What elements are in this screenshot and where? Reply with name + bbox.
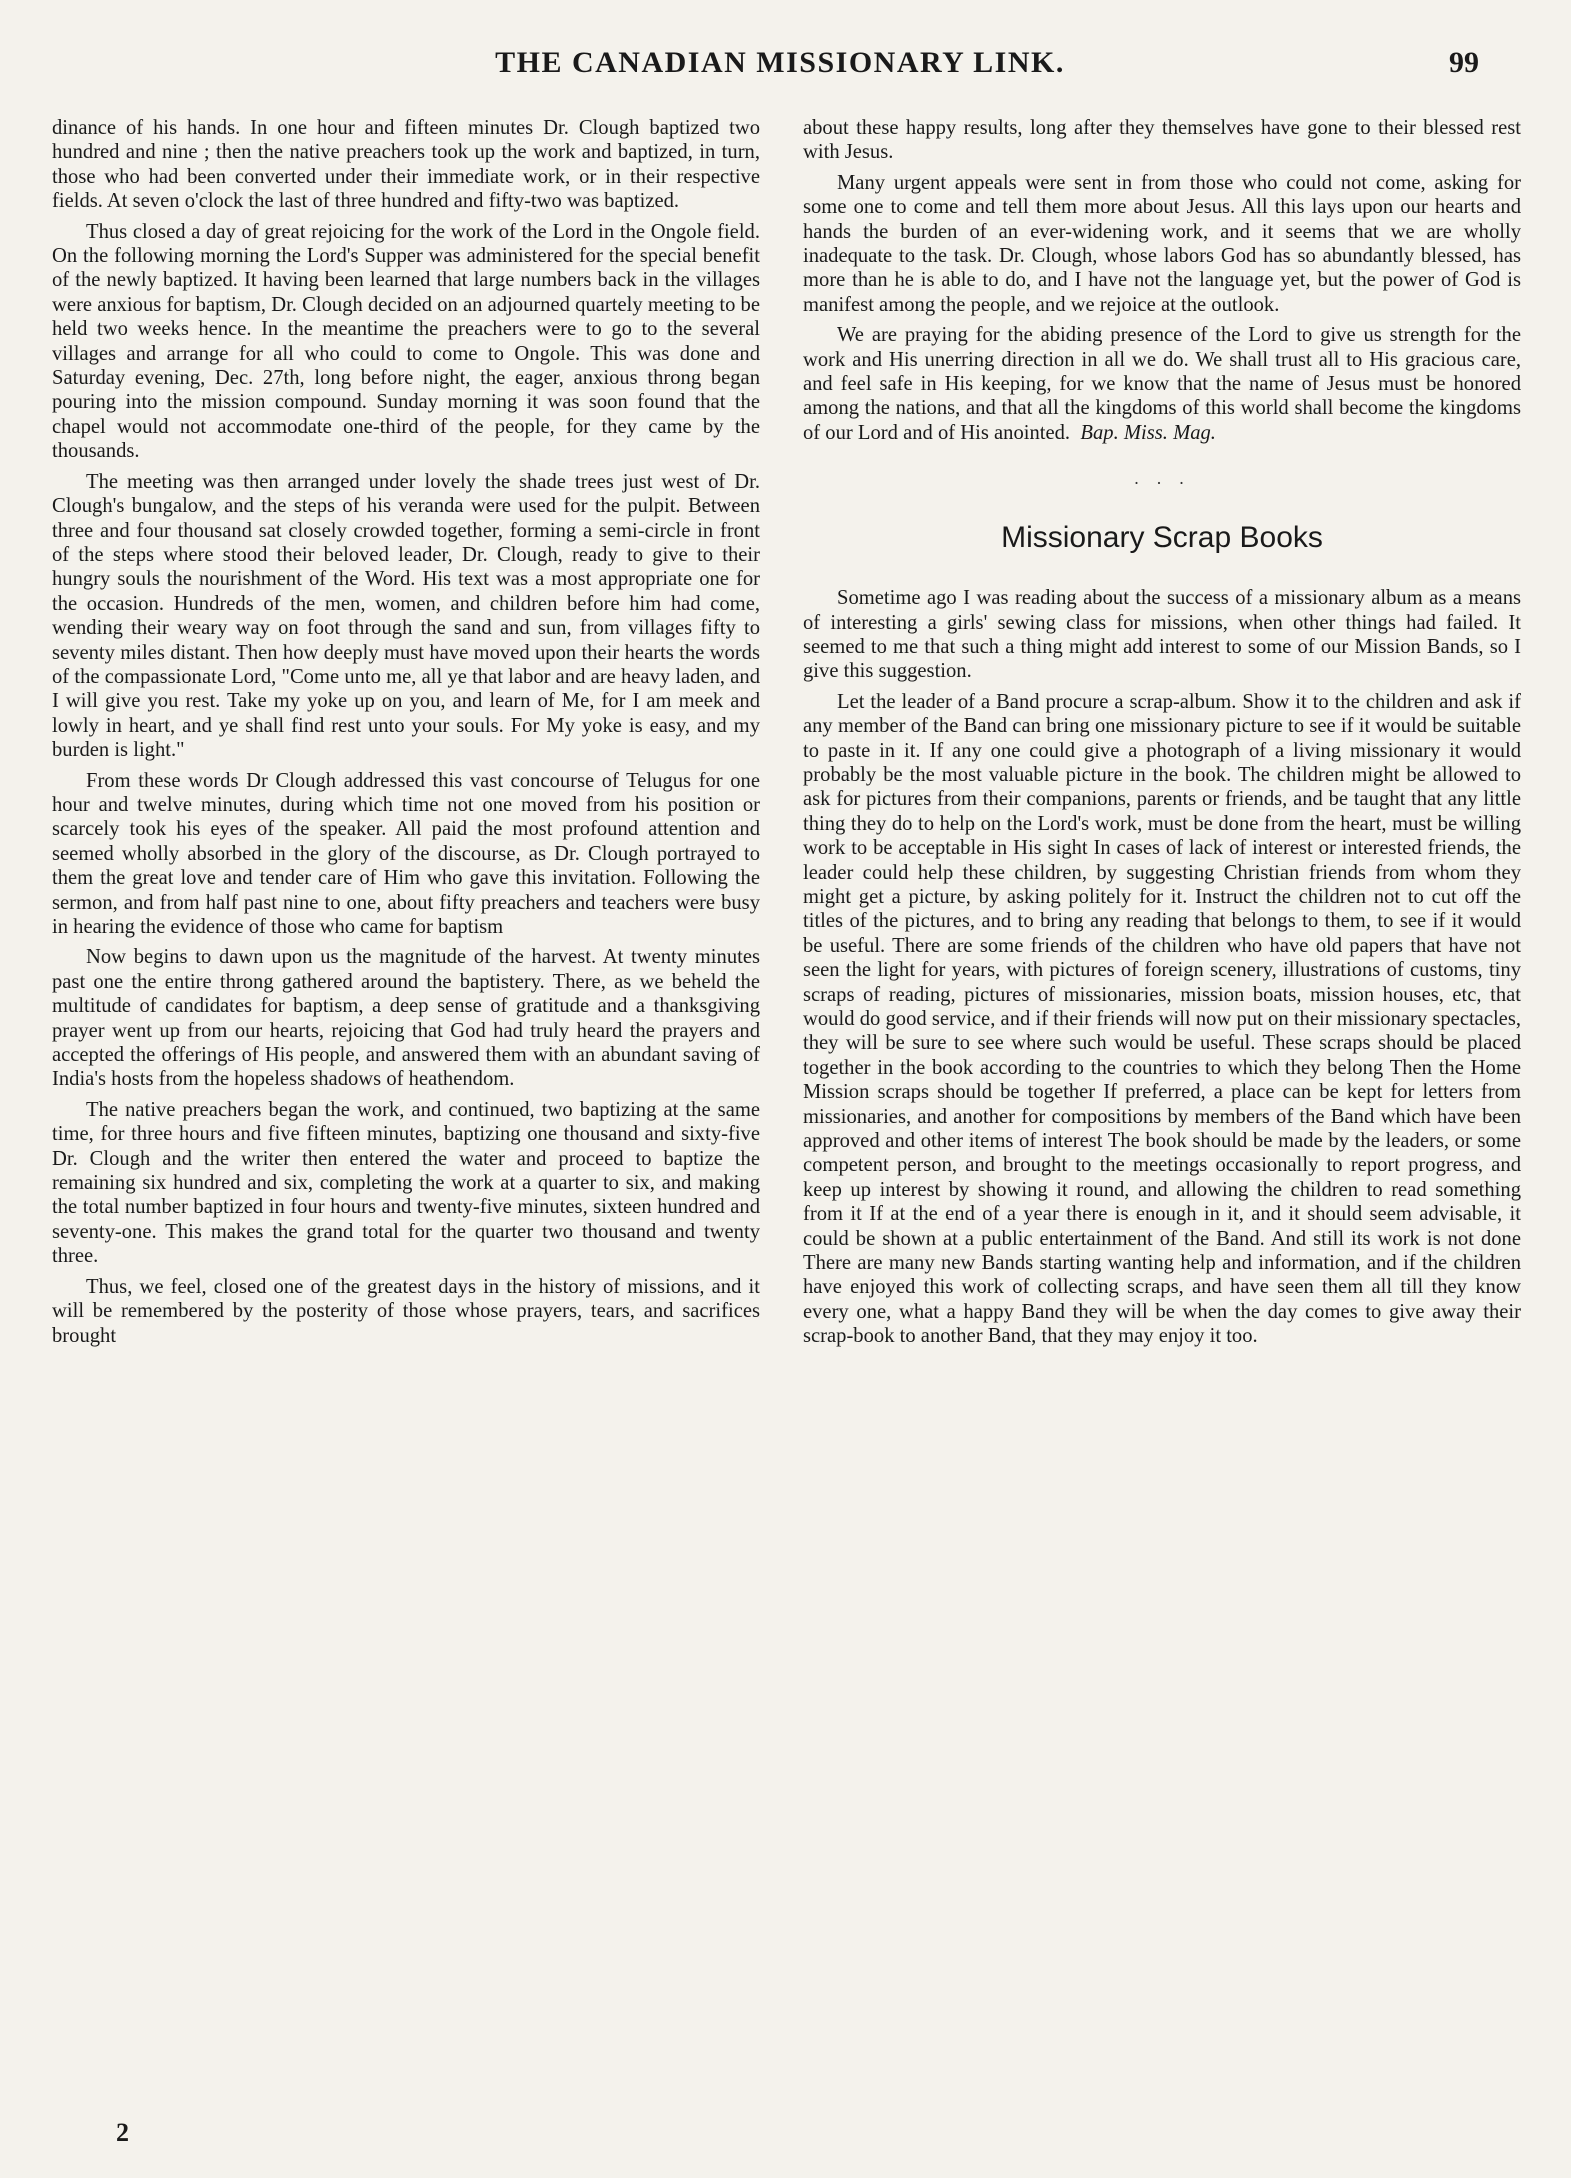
paragraph: Thus, we feel, closed one of the greatest days in the history of missions, and it will be remembered by the posterity of those whose prayers, tears, and sacrifices brought bbox=[52, 1275, 760, 1347]
article-title: Missionary Scrap Books bbox=[1001, 520, 1323, 554]
paragraph: The native preachers began the work, and continued, two baptizing at the same time, for three hours and five fifteen minutes, baptizing one thousand and sixty-five Dr. Clough and the writer then entered the water and proceed to baptize the remaining six hundred and six, completing the work at a quarter to six, and making the total number baptized in four hours and twenty-five minutes, sixteen hundred and seventy-one. This makes the grand total for the quarter two thousand and twenty three. bbox=[52, 1098, 760, 1268]
running-head bbox=[0, 46, 1571, 86]
paragraph bbox=[803, 323, 1521, 445]
right-column bbox=[803, 116, 1521, 1355]
paragraph-text: We are praying for the abiding presence of the Lord to give us strength for the work and His unerring direction in all we do. We shall trust all to His gracious care, and feel safe in His keeping, for we know that the name of Jesus must be honored among the nations, and that all the kingdoms of this world shall become the kingdoms of our Lord and of His anointed. bbox=[803, 324, 1521, 444]
paragraph: From these words Dr Clough addressed this vast concourse of Telugus for one hour and twelve minutes, during which time not one moved from his position or scarcely took his eyes of the speaker. All paid the most profound attention and seemed wholly absorbed in the glory of the discourse, as Dr. Clough portrayed to them the great love and tender care of Him who gave this invitation. Following the sermon, and from half past nine to one, about fifty preachers and teachers were busy in hearing the evidence of those who came for baptism bbox=[52, 769, 760, 938]
paragraph: Now begins to dawn upon us the magnitude of the harvest. At twenty minutes past one the entire throng gathered around the baptistery. There, as we beheld the multitude of candidates for baptism, a deep sense of gratitude and a thanksgiving prayer went up from our hearts, rejoicing that God had truly heard the prayers and accepted the offerings of His people, and answered them with an abundant saving of India's hosts from the hopeless shadows of heathendom. bbox=[52, 946, 760, 1091]
source-citation: Bap. Miss. Mag. bbox=[1080, 421, 1216, 444]
page-number: 99 bbox=[1449, 46, 1479, 79]
paragraph: dinance of his hands. In one hour and fifteen minutes Dr. Clough baptized two hundred and nine ; then the native preachers took up the work and baptized, in turn, those who had been converted under their immediate work, or in their respective fields. At seven o'clock the last of three hundred and fifty-two was baptized. bbox=[52, 117, 760, 213]
publication-title: THE CANADIAN MISSIONARY LINK. bbox=[495, 46, 1065, 79]
paragraph: about these happy results, long after they themselves have gone to their blessed rest with Jesus. bbox=[803, 117, 1521, 164]
paragraph: Thus closed a day of great rejoicing for the work of the Lord in the Ongole field. On the following morning the Lord's Supper was administered for the special benefit of the newly baptized. It having been learned that large numbers back in the villages were anxious for baptism, Dr. Clough decided on an adjourned quartely meeting to be held two weeks hence. In the meantime the preachers were to go to the several villages and arrange for all who could to come to Ongole. This was done and Saturday evening, Dec. 27th, long before night, the eager, anxious throng began pouring into the mission compound. Sunday morning it was soon found that the chapel would not accommodate one-third of the people, for they came by the thousands. bbox=[52, 220, 760, 463]
paragraph: Let the leader of a Band procure a scrap-album. Show it to the children and ask if any member of the Band can bring one missionary picture to see if it would be suitable to paste in it. If any one could give a photograph of a living missionary it would probably be the most valuable picture in the book. The children might be allowed to ask for pictures from their companions, parents or friends, and be taught that any little thing they do to help on the Lord's work, must be done from the heart, must be willing work to be acceptable in His sight In cases of lack of interest or interested friends, the leader could help these children, by suggesting Christian friends from whom they might get a picture, by asking politely for it. Instruct the children not to cut off the titles of the pictures, and to bring any reading that belongs to them, to see if it would be useful. There are some friends of the children who have old papers that have not seen the light for years, with pictures of foreign scenery, illustrations of customs, tiny scraps of reading, pictures of missionaries, mission boats, mission houses, etc, that would do good service, and if their friends will now put on their missionary spectacles, they will be sure to see where such would be useful. These scraps should be placed together in the book according to the countries to which they belong Then the Home Mission scraps should be together If preferred, a place can be kept for letters from missionaries, and another for compositions by members of the Band which have been approved and other items of interest The book should be made by the leaders, or some competent person, and brought to the meetings occasionally to report progress, and keep up interest by showing it round, and allowing the children to read something from it If at the end of a year there is enough in it, and it should seem advisable, it could be shown at a public entertainment of the Band. And still its work is not done There are many new Bands starting wanting help and information, and if the children have enjoyed this work of collecting scraps, and have seen them all till they know every one, what a happy Band they will be when the day comes to give away their scrap-book to another Band, that they may enjoy it too. bbox=[803, 690, 1521, 1348]
paragraph: The meeting was then arranged under lovely the shade trees just west of Dr. Clough's bungalow, and the steps of his veranda were used for the pulpit. Between three and four thousand sat closely crowded together, forming a semi-circle in front of the steps where stood their beloved leader, Dr. Clough, ready to give to their hungry souls the nourishment of the Word. His text was a most appropriate one for the occasion. Hundreds of the men, women, and children before him had come, wending their weary way on foot through the sand and sun, from villages fifty to seventy miles distant. Then how deeply must have moved upon their hearts the words of the compassionate Lord, "Come unto me, all ye that labor and are heavy laden, and I will give you rest. Take my yoke up on you, and learn of Me, for I am meek and lowly in heart, and ye shall find rest unto your souls. For My yoke is easy, and my burden is light." bbox=[52, 470, 760, 762]
left-column bbox=[52, 116, 760, 1354]
paragraph: Sometime ago I was reading about the success of a missionary album as a means of interesting a girls' sewing class for missions, when other things had failed. It seemed to me that such a thing might add interest to some of our Mission Bands, so I give this suggestion. bbox=[803, 587, 1521, 683]
paragraph: Many urgent appeals were sent in from those who could not come, asking for some one to come and tell them more about Jesus. All this lays upon our hearts and hands the burden of an ever-widening work, and it seems that we are wholly inadequate to the task. Dr. Clough, whose labors God has so abundantly blessed, has more than he is able to do, and I have not the language yet, but the power of God is manifest among the people, and we rejoice at the outlook. bbox=[803, 171, 1521, 316]
signature-mark: 2 bbox=[116, 2118, 129, 2147]
article-separator: · · · bbox=[1133, 473, 1191, 494]
